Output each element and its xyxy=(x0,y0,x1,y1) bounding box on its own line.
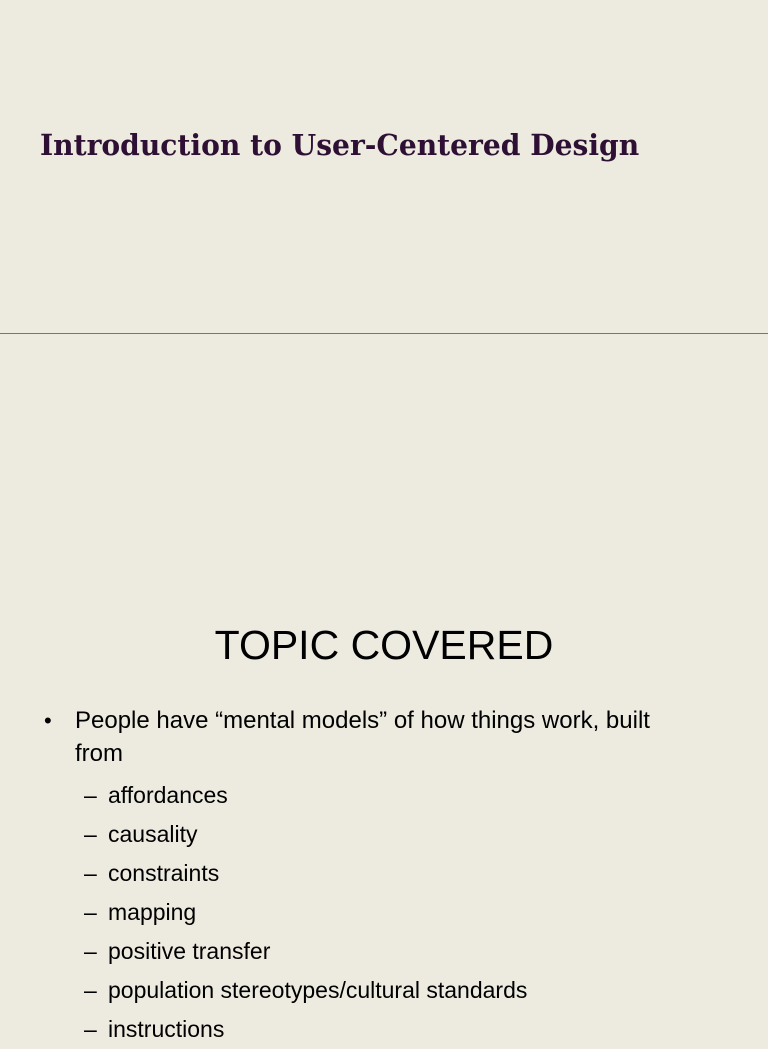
dash-icon: – xyxy=(84,860,97,886)
sub-item-text: constraints xyxy=(108,860,220,886)
sub-item-text: instructions xyxy=(108,1016,225,1042)
sub-item xyxy=(0,893,698,932)
slide-heading: TOPIC COVERED xyxy=(214,622,554,668)
dash-icon: – xyxy=(84,977,97,1003)
sub-item-text: mapping xyxy=(108,899,197,925)
sub-item xyxy=(0,932,698,971)
sub-list xyxy=(75,776,698,1049)
sub-item-text: positive transfer xyxy=(108,938,271,964)
sub-item-text: affordances xyxy=(108,782,228,808)
slide-title: Introduction to User-Centered Design xyxy=(40,128,640,162)
sub-item-text: causality xyxy=(108,821,198,847)
sub-item xyxy=(0,776,698,815)
slide-1 xyxy=(0,0,768,333)
bullet-item xyxy=(0,704,768,1049)
dash-icon: – xyxy=(84,782,97,808)
sub-item xyxy=(0,815,698,854)
bullet-text: People have “mental models” of how things work, built from xyxy=(75,707,650,767)
dash-icon: – xyxy=(84,899,97,925)
dash-icon: – xyxy=(84,938,97,964)
dash-icon: – xyxy=(84,821,97,847)
sub-item xyxy=(0,854,698,893)
sub-item xyxy=(0,1010,698,1049)
sub-item-text: population stereotypes/cultural standards xyxy=(108,977,528,1003)
sub-item xyxy=(0,971,698,1010)
bullet-list xyxy=(0,704,768,1049)
slide-2 xyxy=(0,334,768,1042)
dash-icon: – xyxy=(84,1016,97,1042)
bullet-icon: • xyxy=(44,708,52,733)
